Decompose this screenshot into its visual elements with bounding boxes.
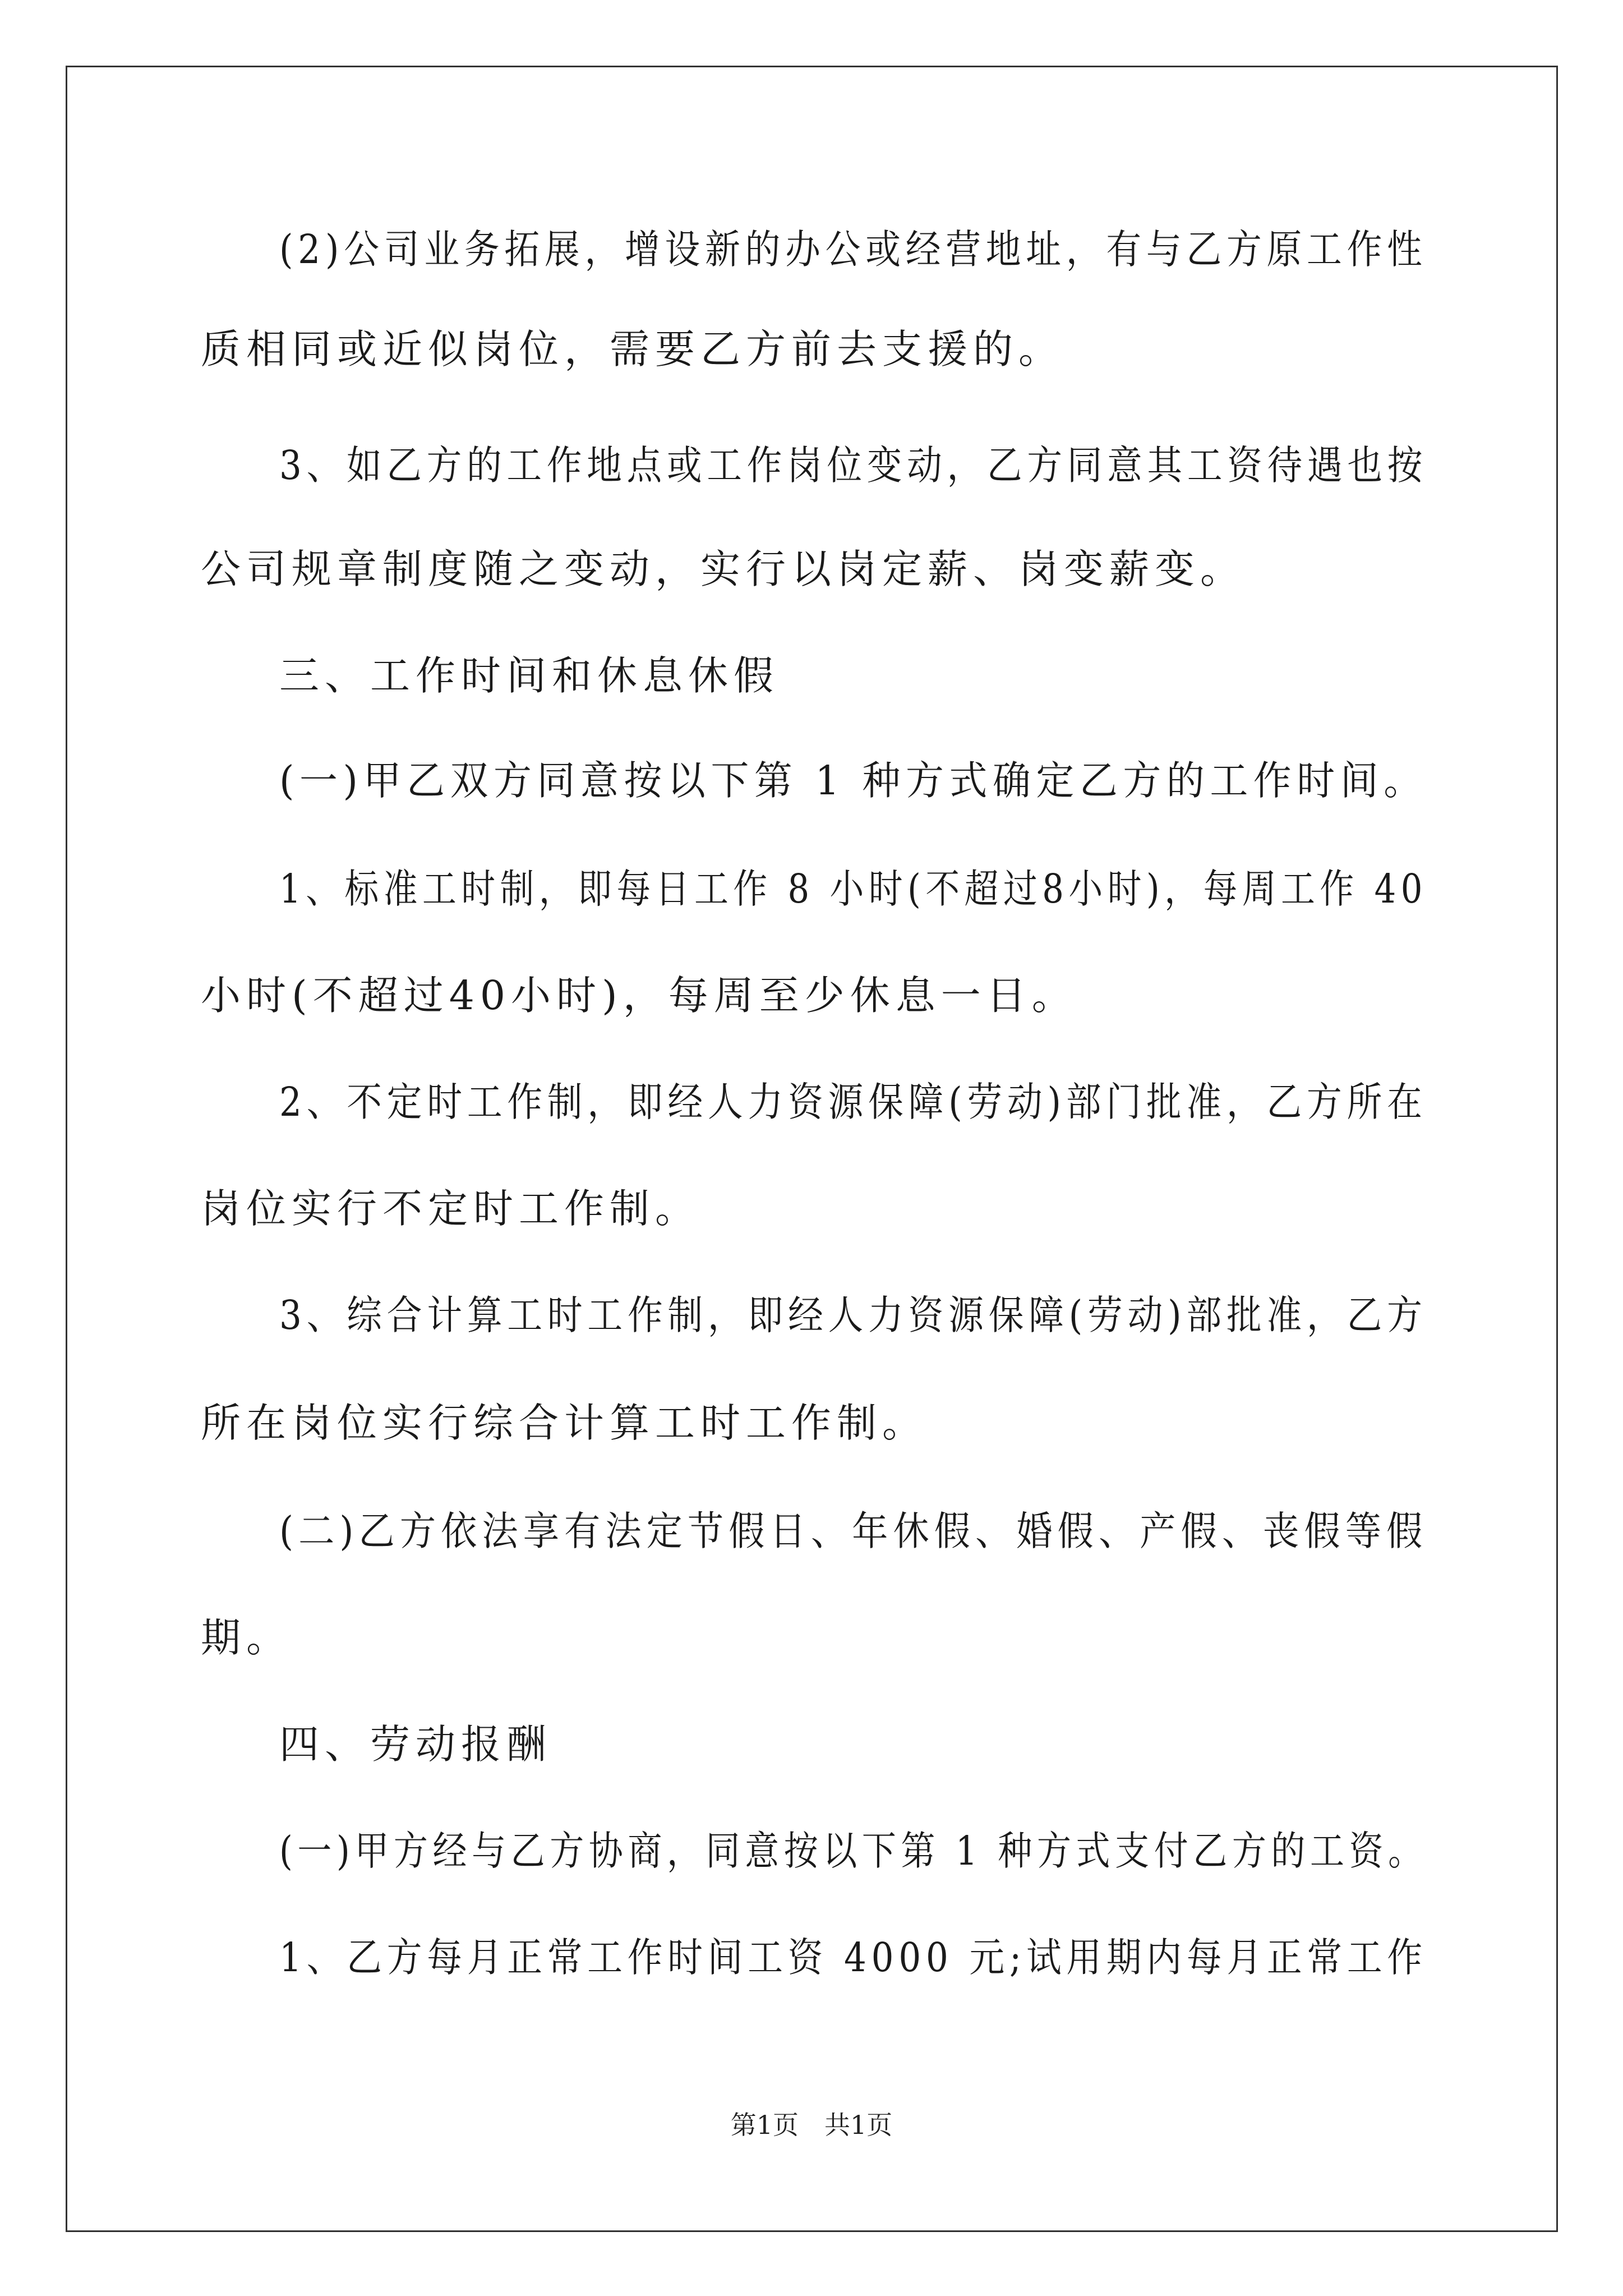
paragraph-line: (二)乙方依法享有法定节假日、年休假、婚假、产假、丧假等假 — [279, 1508, 1428, 1554]
section-heading: 三、工作时间和休息休假 — [279, 652, 780, 699]
paragraph-line: 期。 — [201, 1614, 292, 1661]
paragraph-line: 小时(不超过40小时)，每周至少休息一日。 — [201, 972, 1077, 1019]
paragraph-line: 公司规章制度随之变动，实行以岗定薪、岗变薪变。 — [201, 546, 1246, 592]
paragraph-line: 质相同或近似岗位，需要乙方前去支援的。 — [201, 326, 1064, 372]
paragraph-line: 所在岗位实行综合计算工时工作制。 — [201, 1400, 928, 1446]
section-heading: 四、劳动报酬 — [279, 1721, 552, 1768]
paragraph-line: 2、不定时工作制，即经人力资源保障(劳动)部门批准，乙方所在 — [279, 1079, 1427, 1125]
paragraph-line: 3、综合计算工时工作制，即经人力资源保障(劳动)部批准，乙方 — [279, 1292, 1427, 1338]
paragraph-line: (2)公司业务拓展，增设新的办公或经营地址，有与乙方原工作性 — [279, 226, 1427, 273]
paragraph-line: 1、乙方每月正常工作时间工资 4000 元;试用期内每月正常工作 — [279, 1934, 1427, 1981]
paragraph-line: 岗位实行不定时工作制。 — [201, 1185, 701, 1232]
page-footer: 第1页 共1页 — [730, 2110, 893, 2140]
paragraph-line: 1、标准工时制，即每日工作 8 小时(不超过8小时)，每周工作 40 — [279, 866, 1427, 912]
paragraph-line: (一)甲方经与乙方协商，同意按以下第 1 种方式支付乙方的工资。 — [279, 1828, 1427, 1874]
paragraph-line: 3、如乙方的工作地点或工作岗位变动，乙方同意其工资待遇也按 — [279, 442, 1428, 489]
paragraph-line: (一)甲乙双方同意按以下第 1 种方式确定乙方的工作时间。 — [279, 757, 1427, 804]
page-border — [66, 66, 1558, 2232]
